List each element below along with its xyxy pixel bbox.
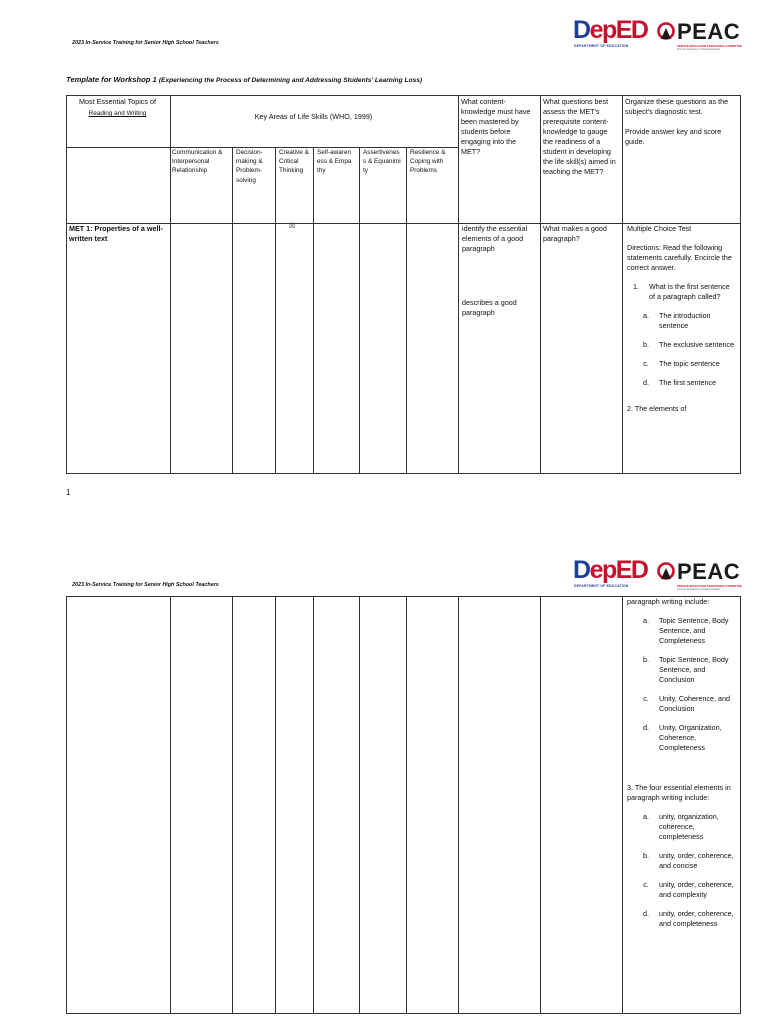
met-subject: Reading and Writing (88, 110, 147, 117)
deped-logo-2: DepED DEPARTMENT OF EDUCATION (573, 556, 648, 588)
test-question-2-start: 2. The elements of (627, 404, 687, 413)
header-logos-2 (573, 556, 742, 592)
q1-option-b: b. The exclusive sentence (643, 340, 735, 349)
q3-option-d: d. unity, order, coherence, and completeness (643, 909, 734, 928)
peac-logo: PEAC PRIVATE EDUCATION ASSISTANCE COMMITTEE Fund for Assistance to Private Education (657, 18, 738, 52)
q2-option-b: b. Topic Sentence, Body Sentence, and Conclusion (643, 655, 729, 684)
organize-header: Organize these questions as the subject's diagnostic test. Provide answer key and score guide. (625, 97, 729, 146)
checkbox-creative-thinking[interactable]: ☒ (289, 223, 296, 230)
q1-option-a: a. The introduction sentence (643, 311, 711, 330)
diagnostic-test: Multiple Choice Test Directions: Read the following statements carefully. Encircle the correct answer. 1. What is the first sentence of a paragraph called? a. The introduction sentence b. The exclusive sentence c. The topic sentence d. The first sentence 2. The elements of (627, 224, 737, 414)
questions-header: What questions best assess the MET's prerequisite content-knowledge to gauge the readiness of a student in developing the life skill(s) aimed in teaching the MET? (543, 97, 616, 176)
skill-resilience: Resilience & Coping with Problems (410, 149, 446, 175)
skill-creative-thinking: Creative & Critical Thinking (279, 149, 309, 175)
skill-decision-making: Decision-making & Problem-solving (236, 149, 263, 184)
met-header: Most Essential Topics of Reading and Writing (66, 97, 169, 118)
q1-option-d: d. The first sentence (643, 378, 717, 387)
training-header-text-2: 2023 In-Service Training for Senior High School Teachers (72, 582, 219, 588)
q3-option-c: c. unity, order, coherence, and complexity (643, 880, 734, 899)
q2-option-c: c. Unity, Coherence, and Conclusion (643, 694, 730, 713)
peac-logo-2: PEAC PRIVATE EDUCATION ASSISTANCE COMMITTEE Fund for Assistance to Private Education (657, 558, 738, 592)
skill-assertiveness: Assertiveness & Equanimity (363, 149, 401, 175)
q3-option-a: a. unity, organization, coherence, completeness (643, 812, 719, 841)
q3-option-b: b. unity, order, coherence, and concise (643, 851, 734, 870)
page-2 (0, 540, 768, 1024)
peac-mark-icon-2 (657, 562, 675, 584)
test-question-1: 1. What is the first sentence of a paragraph called? (633, 282, 730, 301)
q1-option-c: c. The topic sentence (643, 359, 720, 368)
q2-option-a: a. Topic Sentence, Body Sentence, and Completeness (643, 616, 729, 645)
content-knowledge-header: What content-knowledge must have been mastered by students before engaging into the MET? (461, 97, 531, 156)
content-knowledge-2: describes a good paragraph (462, 298, 517, 317)
training-header-text: 2023 In-Service Training for Senior High School Teachers (72, 40, 219, 46)
skill-self-awareness: Self-awareness & Empathy (317, 149, 352, 175)
test-question-3: 3. The four essential elements in paragraph writing include: (627, 783, 731, 802)
life-skills-header: Key Areas of Life Skills (WHO, 1999) (254, 112, 373, 121)
q2-option-d: d. Unity, Organization, Coherence, Completeness (643, 723, 722, 752)
page-number: 1 (66, 488, 71, 497)
test-question-2-cont: paragraph writing include: (627, 597, 710, 606)
question-1: What makes a good paragraph? (543, 224, 607, 243)
header-logos (573, 16, 742, 52)
content-knowledge-1: identify the essential elements of a good paragraph (462, 224, 528, 253)
skill-communication: Communication & Interpersonal Relationship (172, 149, 223, 175)
met-1-title: MET 1: Properties of a well-written text (69, 224, 163, 243)
deped-logo: DepED DEPARTMENT OF EDUCATION (573, 16, 648, 48)
peac-mark-icon (657, 22, 675, 44)
diagnostic-test-continued (627, 597, 737, 929)
template-title: Template for Workshop 1 (Experiencing the Process of Determining and Addressing Students' Learning Loss) (66, 75, 423, 84)
